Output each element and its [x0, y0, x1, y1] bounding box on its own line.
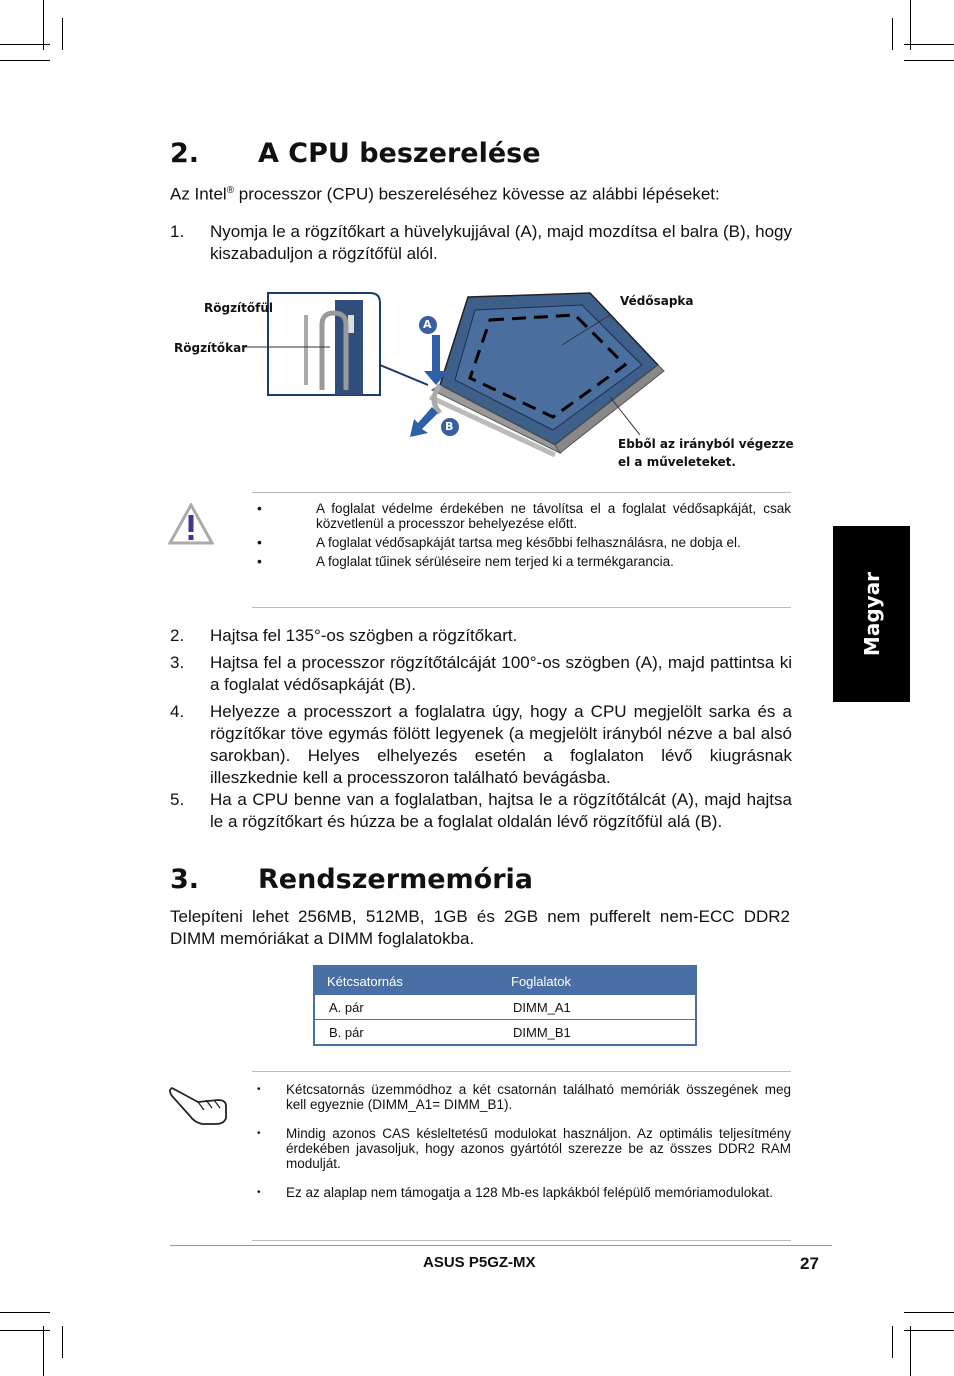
step-1: [170, 221, 792, 265]
bullet-dot: •: [257, 500, 262, 516]
step-number: 5.: [170, 790, 185, 809]
section2-heading: [170, 138, 541, 169]
marker-a: A: [423, 318, 432, 331]
crop-mark: [904, 44, 954, 45]
table-cell: DIMM_A1: [499, 995, 696, 1020]
language-side-tab: [833, 526, 910, 702]
table-row: [314, 995, 696, 1020]
hand-note: [252, 1082, 791, 1112]
note-text: A foglalat tűinek sérüléseire nem terjed ki a termékgarancia.: [316, 554, 674, 569]
warning-icon: [168, 503, 214, 545]
intro-post: processzor (CPU) beszereléséhez kövesse az alábbi lépéseket:: [234, 184, 720, 204]
bullet-dot: •: [257, 534, 262, 550]
cpu-socket-diagram: [170, 285, 800, 480]
warning-note: [252, 535, 791, 550]
section3-title: Rendszermemória: [258, 864, 533, 895]
table-header: Kétcsatornás: [314, 966, 499, 995]
hand-note: [252, 1185, 791, 1200]
memory-config-table: [313, 965, 697, 1046]
crop-mark: [43, 0, 44, 50]
crop-mark: [910, 0, 911, 50]
footer-product: ASUS P5GZ-MX: [423, 1254, 536, 1271]
bullet-dot: •: [257, 553, 262, 569]
step-5: [170, 789, 792, 833]
bullet-dot: •: [257, 1128, 261, 1139]
marker-b: B: [445, 420, 454, 433]
crop-mark: [910, 1326, 911, 1376]
section3-intro: Telepíteni lehet 256MB, 512MB, 1GB és 2GB nem pufferelt nem-ECC DDR2 DIMM memóriákat a DIMM foglalatokba.: [170, 907, 790, 948]
label-load-lever: Rögzítőkar: [174, 341, 248, 355]
label-direction-line1: Ebből az irányból végezze: [618, 437, 794, 451]
step-number: 4.: [170, 702, 185, 721]
step-number: 1.: [170, 222, 185, 241]
registered-mark: ®: [226, 185, 235, 196]
step-text: Helyezze a processzort a foglalatra úgy, hogy a CPU megjelölt sarka és a rögzítőkar töve egymás fölött legyenek (a megjelölt irányból nézve a bal alsó sarokban). Helyes elhelyezés esetén a foglalaton lévő kiugrásnak illeszkednie kell a processzoron található bevágásba.: [210, 702, 792, 787]
section2-title: A CPU beszerelése: [258, 138, 541, 169]
section2-number: 2.: [170, 138, 200, 169]
footer-divider: [170, 1245, 832, 1246]
table-cell: DIMM_B1: [499, 1020, 696, 1046]
crop-mark: [0, 1330, 50, 1331]
crop-mark: [62, 1326, 63, 1358]
warning-note: [252, 501, 791, 531]
step-number: 2.: [170, 626, 185, 645]
side-tab-label: Magyar: [859, 571, 884, 657]
label-direction-line2: el a műveleteket.: [618, 455, 736, 469]
label-retention-tab: Rögzítőfül: [204, 301, 274, 315]
step-number: 3.: [170, 653, 185, 672]
crop-mark: [892, 18, 893, 50]
warning-note: [252, 554, 791, 569]
table-row: [314, 1020, 696, 1046]
crop-mark: [904, 1312, 954, 1313]
step-4: [170, 701, 792, 789]
hand-icon: [168, 1078, 230, 1128]
step-3: [170, 652, 792, 696]
step-text: Hajtsa fel a processzor rögzítőtálcáját 100°-os szögben (A), majd pattintsa ki a foglalat védősapkáját (B).: [210, 653, 792, 694]
table-cell: B. pár: [314, 1020, 499, 1046]
step-text: Ha a CPU benne van a foglalatban, hajtsa le a rögzítőtálcát (A), majd hajtsa le a rögzítőkart és húzza be a foglalat oldalán lévő rögzítőfül alá (B).: [210, 790, 792, 831]
bullet-dot: •: [257, 1084, 261, 1095]
table-cell: A. pár: [314, 995, 499, 1020]
crop-mark: [43, 1326, 44, 1376]
crop-mark: [0, 1312, 50, 1313]
crop-mark: [892, 1326, 893, 1358]
step-text: Nyomja le a rögzítőkart a hüvelykujjával (A), majd mozdítsa el balra (B), hogy kiszabaduljon a rögzítőfül alól.: [210, 222, 792, 263]
bullet-dot: •: [257, 1187, 261, 1198]
label-pnp-cap: Védősapka: [620, 294, 694, 308]
table-header: Foglalatok: [499, 966, 696, 995]
table-header-row: [314, 966, 696, 995]
note-text: A foglalat védelme érdekében ne távolítsa el a foglalat védősapkáját, csak közvetlenül a processzor behelyezése előtt.: [316, 501, 791, 531]
step-text: Hajtsa fel 135°-os szögben a rögzítőkart.: [210, 626, 518, 645]
footer-page-number: 27: [800, 1254, 819, 1273]
hand-note: [252, 1126, 791, 1171]
note-text: Ez az alaplap nem támogatja a 128 Mb-es lapkákból felépülő memóriamodulokat.: [286, 1185, 774, 1200]
warning-note-box: [252, 492, 791, 608]
crop-mark: [0, 60, 50, 61]
step-2: [170, 625, 792, 647]
section3-number: 3.: [170, 864, 200, 895]
note-text: Mindig azonos CAS késleltetésű modulokat használjon. Az optimális teljesítmény érdekében javasoljuk, hogy azonos gyártótól szerezze be az összes DDR2 RAM modulját.: [286, 1126, 791, 1171]
section3-heading: [170, 864, 533, 895]
note-text: A foglalat védősapkáját tartsa meg későbbi felhasználásra, ne dobja el.: [316, 535, 741, 550]
crop-mark: [904, 60, 954, 61]
crop-mark: [62, 18, 63, 50]
note-text: Kétcsatornás üzemmódhoz a két csatornán található memóriák összegének meg kell egyeznie (DIMM_A1= DIMM_B1).: [286, 1082, 791, 1112]
crop-mark: [904, 1330, 954, 1331]
hand-note-box: [252, 1071, 791, 1241]
section2-intro: [170, 180, 790, 206]
intro-pre: Az Intel: [170, 184, 227, 204]
